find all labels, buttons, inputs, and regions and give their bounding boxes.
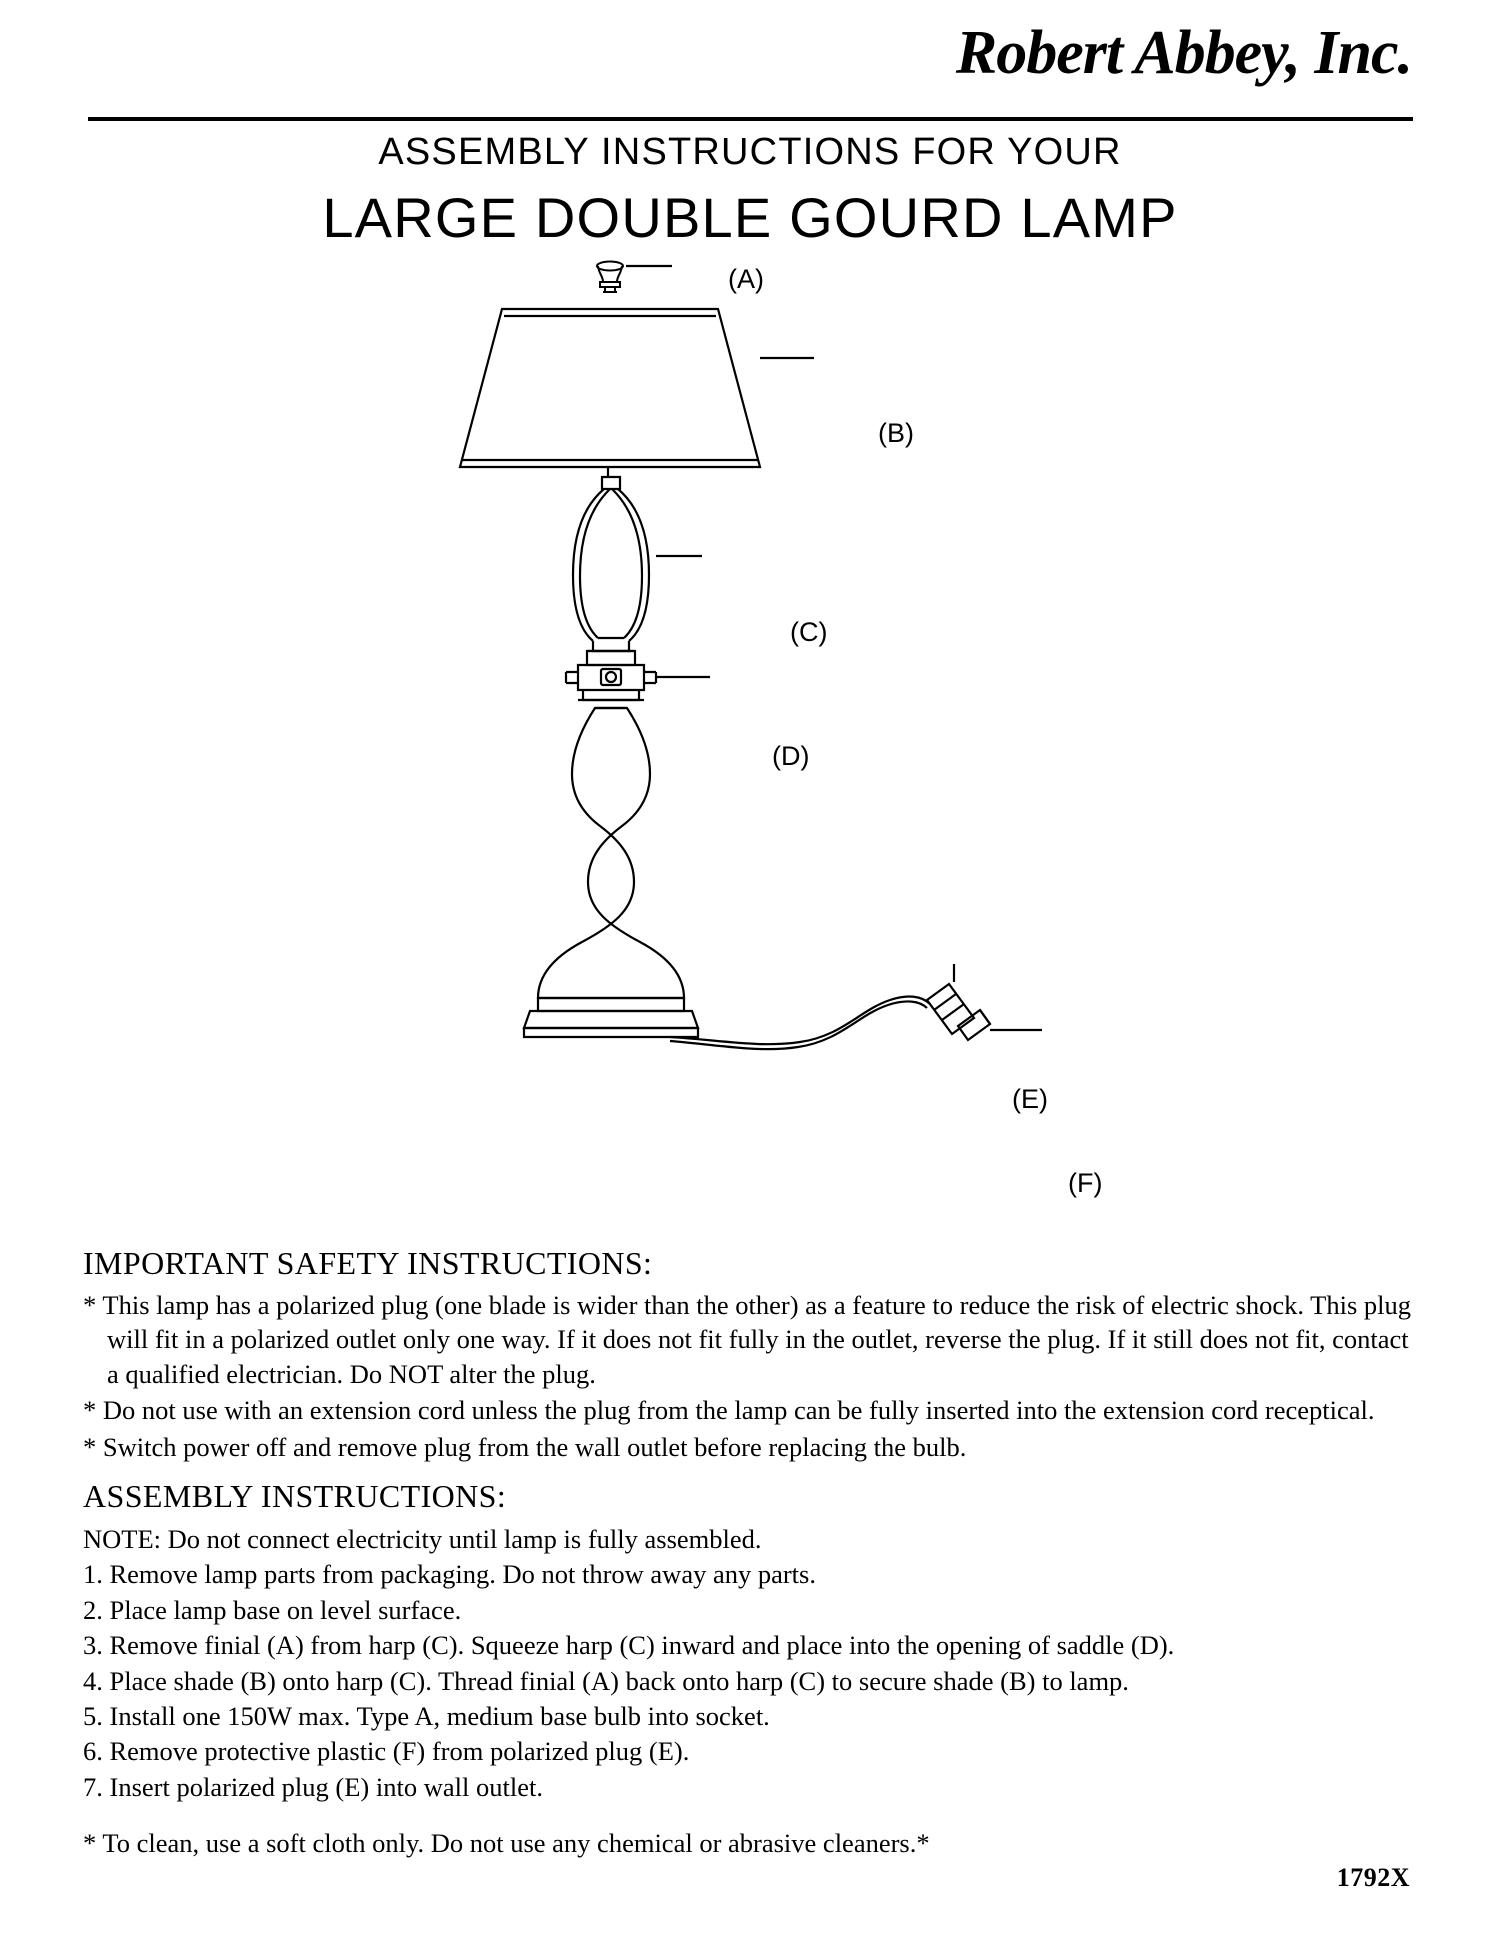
callout-label-f: (F)	[1068, 1168, 1103, 1198]
page-subtitle: ASSEMBLY INSTRUCTIONS FOR YOUR	[378, 131, 1122, 173]
list-item: NOTE: Do not connect electricity until lamp is fully assembled.	[83, 1524, 762, 1554]
list-item: * Do not use with an extension cord unless the plug from the lamp can be fully inserted into the extension cord receptical.	[83, 1395, 1375, 1426]
company-logo: Robert Abbey, Inc.	[955, 19, 1412, 87]
header-divider	[88, 117, 1413, 121]
lamp-base-icon	[524, 998, 698, 1037]
power-cord-icon	[670, 997, 930, 1050]
harp-icon	[573, 467, 649, 651]
list-item: 6. Remove protective plastic (F) from polarized plug (E).	[83, 1736, 690, 1767]
lamp-diagram	[290, 258, 1210, 1243]
assembly-heading: ASSEMBLY INSTRUCTIONS:	[83, 1478, 507, 1514]
safety-instructions-list	[83, 1288, 1416, 1466]
shade-icon	[460, 309, 760, 467]
cleaning-note: * To clean, use a soft cloth only. Do not use any chemical or abrasive cleaners.*	[83, 1828, 930, 1858]
list-item: 5. Install one 150W max. Type A, medium base bulb into socket.	[83, 1700, 770, 1731]
polarized-plug-icon	[927, 984, 990, 1040]
page-title: LARGE DOUBLE GOURD LAMP	[322, 186, 1178, 249]
list-item: * This lamp has a polarized plug (one blade is wider than the other) as a feature to reduce the risk of electric shock. This plug will fit in a polarized outlet only one way. If it does not fit fully in the outlet, reverse the plug. If it still does not fit, contact a qualified electrician. Do NOT alter the plug.	[83, 1290, 1412, 1389]
lamp-body-icon	[538, 708, 684, 998]
list-item: 3. Remove finial (A) from harp (C). Squeeze harp (C) inward and place into the opening of saddle (D).	[83, 1630, 1175, 1661]
callout-label-b: (B)	[878, 418, 914, 448]
list-item: 4. Place shade (B) onto harp (C). Thread finial (A) back onto harp (C) to secure shade (B) to lamp.	[83, 1665, 1129, 1696]
list-item: 2. Place lamp base on level surface.	[83, 1594, 462, 1625]
callout-label-c: (C)	[790, 617, 828, 647]
list-item: 1. Remove lamp parts from packaging. Do not throw away any parts.	[83, 1559, 816, 1590]
list-item: * Switch power off and remove plug from the wall outlet before replacing the bulb.	[83, 1431, 967, 1462]
callout-label-d: (D)	[772, 741, 810, 771]
callout-label-e: (E)	[1012, 1084, 1048, 1114]
list-item: 7. Insert polarized plug (E) into wall outlet.	[83, 1771, 543, 1802]
saddle-icon	[566, 651, 656, 700]
document-code: 1792X	[1336, 1863, 1410, 1892]
callout-label-a: (A)	[728, 264, 764, 294]
finial-icon	[597, 262, 623, 293]
assembly-instructions-list	[83, 1522, 1423, 1805]
safety-heading: IMPORTANT SAFETY INSTRUCTIONS:	[83, 1245, 653, 1281]
